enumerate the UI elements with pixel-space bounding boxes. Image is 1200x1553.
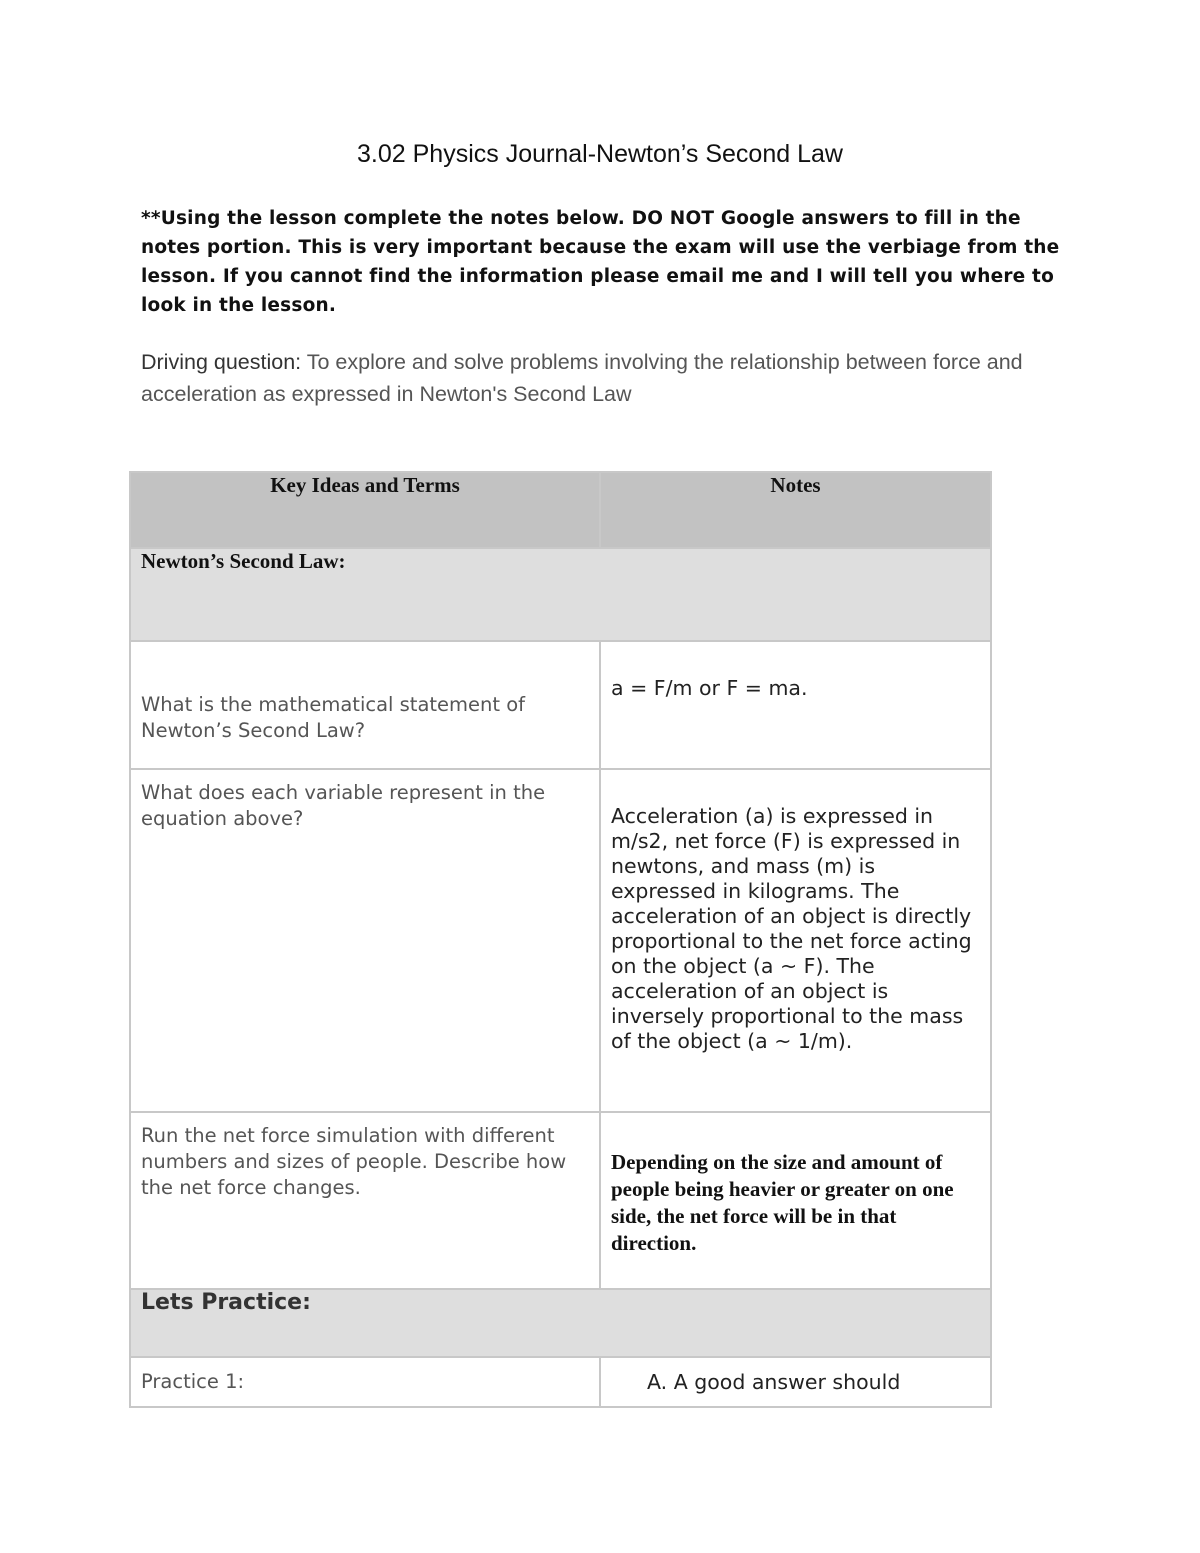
driving-question <box>141 346 1041 410</box>
table-row <box>130 1112 991 1289</box>
column-header-notes: Notes <box>600 472 991 548</box>
section-row-lets-practice <box>130 1289 991 1357</box>
instructions-text: **Using the lesson complete the notes below. DO NOT Google answers to fill in the notes portion. This is very important because the exam will use the verbiage from the lesson. If you cannot find the information please email me and I will tell you where to look in the lesson. <box>141 208 1060 316</box>
driving-question-label: Driving question: <box>141 350 302 374</box>
question-cell <box>130 641 600 769</box>
answer-text: Depending on the size and amount of people being heavier or greater on one side, the net force will be in that direction. <box>611 1150 954 1255</box>
table-row <box>130 1357 991 1407</box>
section-title: Newton’s Second Law: <box>130 548 991 641</box>
section-row-newtons-second-law <box>130 548 991 641</box>
notes-table <box>129 471 992 1408</box>
column-header-key-ideas: Key Ideas and Terms <box>130 472 600 548</box>
question-cell <box>130 769 600 1112</box>
page-title: 3.02 Physics Journal-Newton’s Second Law <box>357 140 843 168</box>
section-title: Lets Practice: <box>130 1289 991 1357</box>
table-header-row <box>130 472 991 548</box>
question-cell <box>130 1112 600 1289</box>
answer-cell[interactable] <box>600 1112 991 1289</box>
practice-label: Practice 1: <box>141 1370 245 1393</box>
table-row <box>130 769 991 1112</box>
answer-text: a = F/m or F = ma. <box>611 676 808 700</box>
answer-cell[interactable] <box>600 769 991 1112</box>
question-text: Run the net force simulation with different numbers and sizes of people. Describe how the net force changes. <box>141 1124 567 1199</box>
question-text: What is the mathematical statement of Newton’s Second Law? <box>141 693 526 742</box>
answer-cell[interactable] <box>600 641 991 769</box>
practice-answer-text: A. A good answer should <box>647 1369 901 1394</box>
answer-cell[interactable] <box>600 1357 991 1407</box>
table-row <box>130 641 991 769</box>
question-text: What does each variable represent in the equation above? <box>141 781 546 830</box>
practice-label-cell <box>130 1357 600 1407</box>
answer-text: Acceleration (a) is expressed in m/s2, net force (F) is expressed in newtons, and mass (m) is expressed in kilograms. The acceleration of an object is directly proportional to the net force acting on the object (a ~ F). The acceleration of an object is inversely proportional to the mass of the object (a ~ 1/m). <box>611 804 972 1053</box>
driving-question-text: To explore and solve problems involving the relationship between force and acceleration as expressed in Newton's Second Law <box>141 350 1023 406</box>
